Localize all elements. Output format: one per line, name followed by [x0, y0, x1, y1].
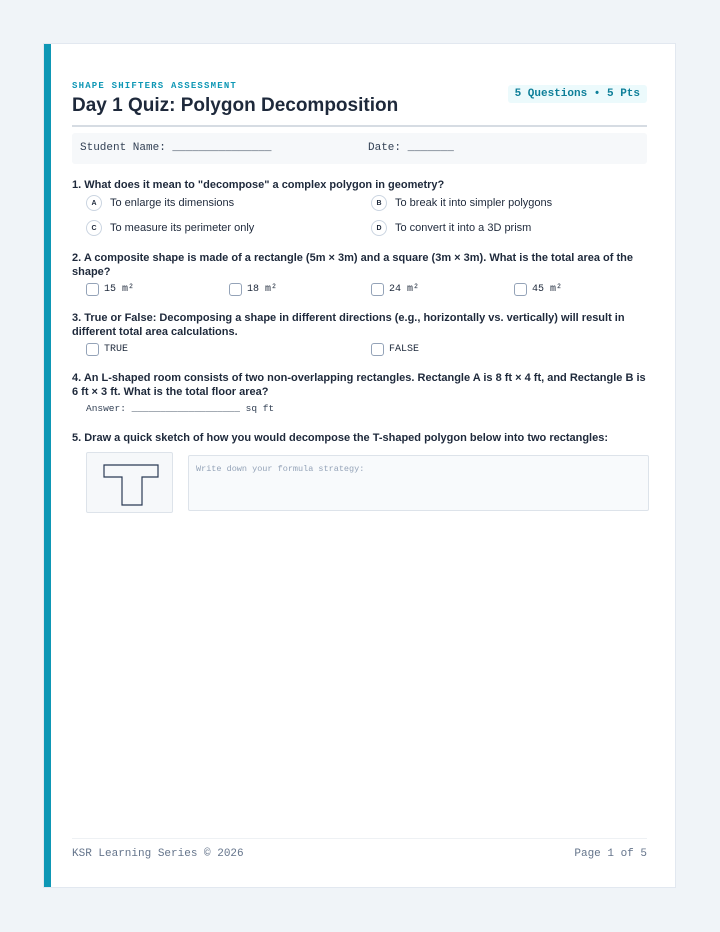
- question-5-text: 5. Draw a quick sketch of how you would decompose the T-shaped polygon below into two rectangles:: [72, 432, 609, 444]
- q1-option-c[interactable]: [86, 220, 254, 236]
- date-field[interactable]: Date: _______: [368, 142, 454, 154]
- quiz-page: [43, 43, 676, 888]
- accent-bar: [44, 44, 51, 887]
- footer-copyright: KSR Learning Series © 2026: [72, 848, 244, 860]
- footer-divider: [72, 838, 647, 839]
- question-4-text: 4. An L-shaped room consists of two non-overlapping rectangles. Rectangle A is 8 ft × 4 ft, and Rectangle B is 6 ft × 3 ft. What is the total floor area?: [72, 372, 646, 398]
- questions-badge: 5 Questions • 5 Pts: [508, 85, 647, 103]
- option-label: To convert it into a 3D prism: [395, 222, 532, 234]
- option-label: To enlarge its dimensions: [110, 197, 235, 209]
- page-title: Day 1 Quiz: Polygon Decomposition: [72, 95, 399, 116]
- q2-option-4[interactable]: [514, 283, 562, 296]
- option-letter-a: A: [86, 195, 102, 211]
- checkbox[interactable]: [371, 343, 384, 356]
- student-info-box: [72, 133, 647, 164]
- option-letter-d: D: [371, 220, 387, 236]
- assessment-eyebrow: SHAPE SHIFTERS ASSESSMENT: [72, 81, 238, 91]
- student-name-field[interactable]: Student Name: _______________: [80, 142, 272, 154]
- q4-answer-field[interactable]: Answer: ___________________ sq ft: [86, 403, 275, 414]
- q3-option-true[interactable]: [86, 343, 128, 356]
- question-2-text: 2. A composite shape is made of a rectangle (5m × 3m) and a square (3m × 3m). What is the total area of the shape?: [72, 252, 633, 278]
- option-letter-b: B: [371, 195, 387, 211]
- option-label: To measure its perimeter only: [110, 222, 255, 234]
- q2-option-1[interactable]: [86, 283, 134, 296]
- q2-option-3[interactable]: [371, 283, 419, 296]
- header-divider: [72, 125, 647, 127]
- q1-option-d[interactable]: [371, 220, 531, 236]
- checkbox[interactable]: [86, 343, 99, 356]
- formula-strategy-input[interactable]: Write down your formula strategy:: [188, 455, 649, 511]
- checkbox[interactable]: [229, 283, 242, 296]
- option-label: TRUE: [104, 344, 129, 355]
- checkbox[interactable]: [371, 283, 384, 296]
- page-content: [72, 44, 647, 887]
- question-1-text: 1. What does it mean to "decompose" a complex polygon in geometry?: [72, 179, 445, 191]
- option-label: FALSE: [389, 344, 420, 355]
- checkbox[interactable]: [86, 283, 99, 296]
- q3-option-false[interactable]: [371, 343, 419, 356]
- option-label: 18 m²: [247, 284, 278, 295]
- checkbox[interactable]: [514, 283, 527, 296]
- question-3-text: 3. True or False: Decomposing a shape in different directions (e.g., horizontally vs. vertically) will result in different total area calculations.: [72, 312, 625, 338]
- q2-option-2[interactable]: [229, 283, 277, 296]
- option-label: 45 m²: [532, 284, 563, 295]
- t-shape-sketch: [86, 452, 173, 513]
- option-label: 15 m²: [104, 284, 135, 295]
- option-label: To break it into simpler polygons: [395, 197, 553, 209]
- q1-option-b[interactable]: [371, 195, 552, 211]
- t-shape-polygon-icon: [87, 453, 174, 514]
- q1-option-a[interactable]: [86, 195, 234, 211]
- option-letter-c: C: [86, 220, 102, 236]
- option-label: 24 m²: [389, 284, 420, 295]
- page-number: Page 1 of 5: [574, 848, 647, 860]
